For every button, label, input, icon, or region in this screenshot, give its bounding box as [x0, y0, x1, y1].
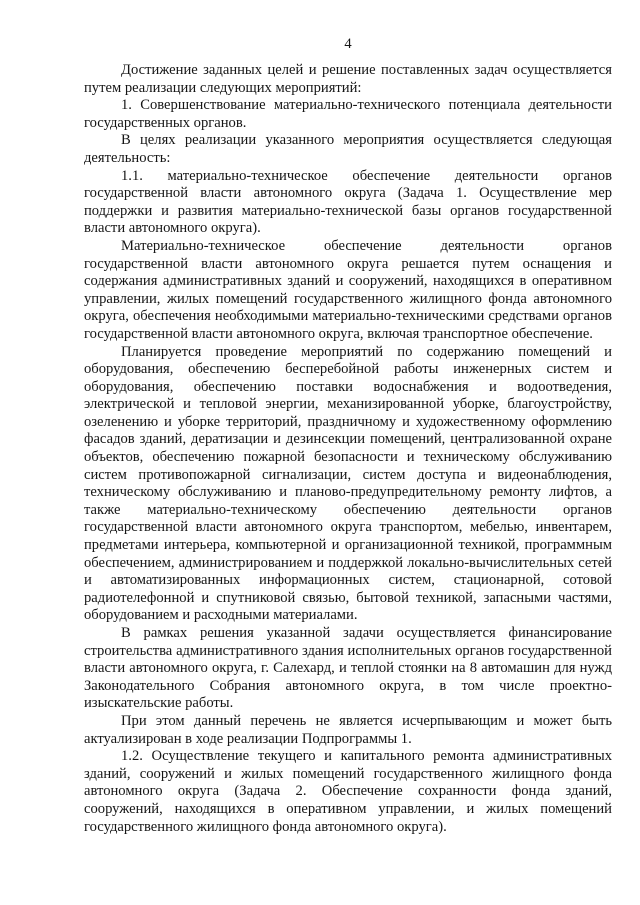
paragraph-intro: Достижение заданных целей и решение поставленных задач осуществляется путем реализации следующих мероприятий: [84, 62, 612, 96]
paragraph-activity-intro: В целях реализации указанного мероприятия осуществляется следующая деятельность: [84, 132, 612, 166]
paragraph-item-1-2: 1.2. Осуществление текущего и капитального ремонта административных зданий, сооружений и жилых помещений государственного жилищного фонда автономного округа (Задача 2. Обеспечение сохранности фонда зданий, сооружений, находящихся в оперативном управлении, и жилых помещений государственного жилищного фонда автономного округа). [84, 748, 612, 835]
paragraph-material-support: Материально-техническое обеспечение деятельности органов государственной власти автономного округа решается путем оснащения и содержания административных зданий и сооружений, находящихся в оперативном управлении, жилых помещений государственного жилищного фонда автономного округа, обеспечения необходимыми материально-техническими средствами органов государственной власти автономного округа, включая транспортное обеспечение. [84, 237, 612, 342]
paragraph-list-note: При этом данный перечень не является исчерпывающим и может быть актуализирован в ходе реализации Подпрограммы 1. [84, 712, 612, 747]
paragraph-planned-activities: Планируется проведение мероприятий по содержанию помещений и оборудования, обеспечению бесперебойной работы инженерных систем и оборудования, обеспечению поставки водоснабжения и водоотведения, электрической и тепловой энергии, механизированной уборке, благоустройству, озеленению и уборке территорий, праздничному и художественному оформлению фасадов зданий, дератизации и дезинсекции помещений, централизованной охране объектов, обеспечению пожарной безопасности и техническому обслуживанию систем противопожарной сигнализации, систем доступа и видеонаблюдения, техническому обслуживанию и планово-предупредительному ремонту лифтов, а также материально-техническому обеспечению деятельности органов государственной власти автономного округа транспортом, мебелью, инвентарем, предметами интерьера, компьютерной и организационной техникой, программным обеспечением, администрированием и поддержкой локально-вычислительных сетей и автоматизированных информационных систем, стационарной, сотовой радиотелефонной и спутниковой связью, бытовой техникой, запасными частями, оборудованием и расходными материалами. [84, 343, 612, 624]
paragraph-item-1: 1. Совершенствование материально-технического потенциала деятельности государственных органов. [84, 97, 612, 131]
paragraph-construction-financing: В рамках решения указанной задачи осуществляется финансирование строительства административного здания исполнительных органов государственной власти автономного округа, г. Салехард, и теплой стоянки на 8 автомашин для нужд Законодательного Собрания автономного округа, в том числе проектно-изыскательские работы. [84, 625, 612, 712]
document-page [84, 36, 612, 836]
page-number: 4 [344, 36, 352, 52]
paragraph-item-1-1: 1.1. материально-техническое обеспечение деятельности органов государственной власти автономного округа (Задача 1. Осуществление мер поддержки и развития материально-технической базы органов государственной власти автономного округа). [84, 167, 612, 237]
